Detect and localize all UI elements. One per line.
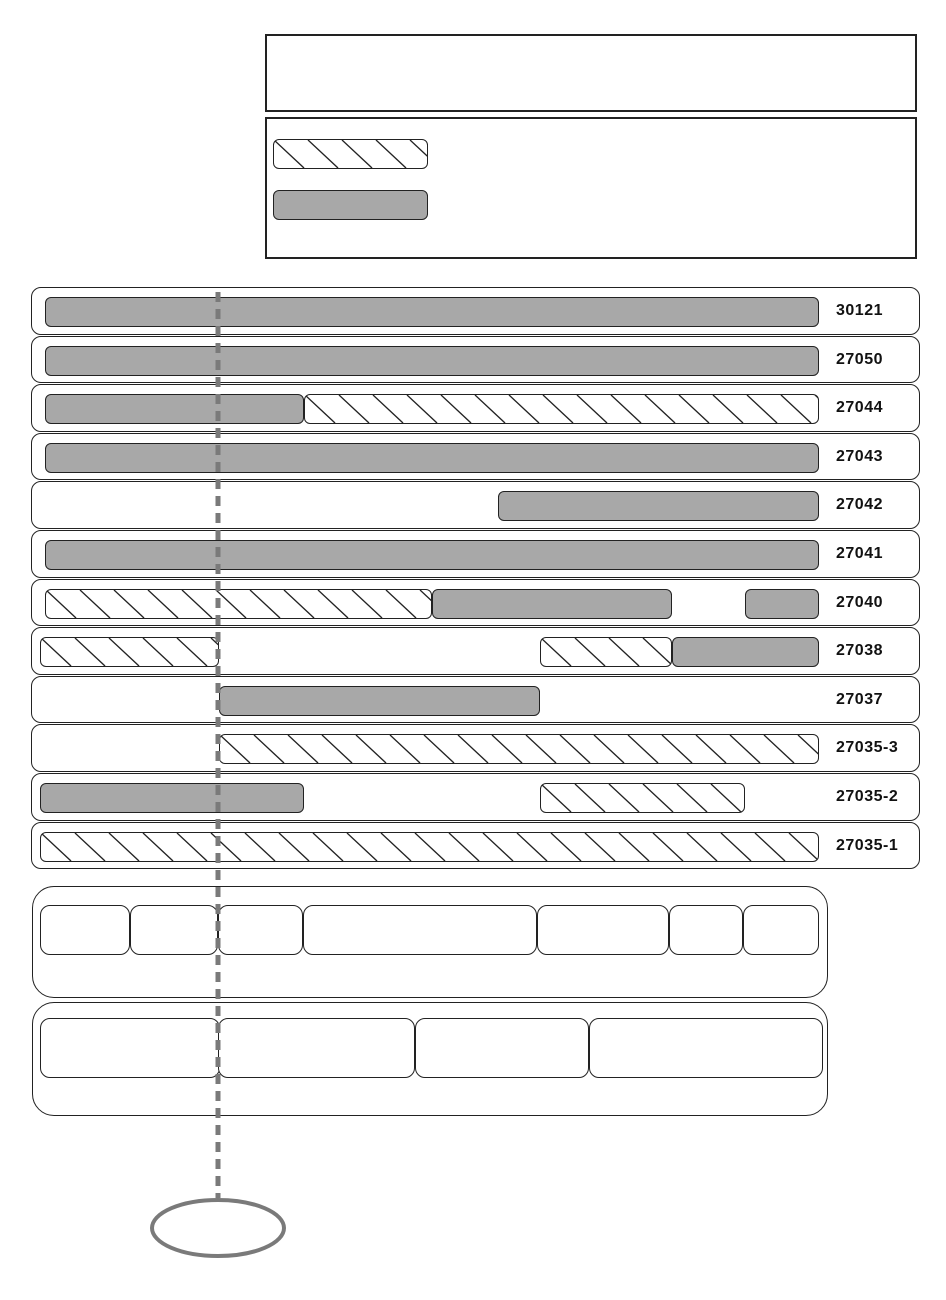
legend-title-box (265, 34, 917, 112)
timeline-row (31, 724, 920, 772)
row-label: 27040 (836, 593, 883, 611)
hatched-segment (219, 734, 819, 764)
legend-hatched-swatch (273, 139, 428, 169)
timeline-row (31, 433, 920, 481)
row-label: 27035-2 (836, 788, 899, 805)
panel-cell (743, 905, 819, 955)
panel-cell (589, 1018, 823, 1078)
legend-box (265, 117, 917, 259)
panel-cell (669, 905, 743, 955)
solid-segment (432, 589, 672, 619)
row-label: 27042 (836, 496, 883, 514)
timeline-row (31, 287, 920, 335)
hatched-segment (540, 783, 745, 813)
timeline-row (31, 676, 920, 724)
row-label: 27050 (836, 350, 883, 368)
solid-segment (45, 394, 304, 424)
bottom-panel-upper (32, 886, 828, 998)
solid-segment (45, 346, 819, 376)
timeline-row (31, 530, 920, 578)
bottom-panel-lower (32, 1002, 828, 1116)
hatched-segment (40, 832, 819, 862)
solid-segment (745, 589, 819, 619)
timeline-row (31, 579, 920, 627)
legend-solid-swatch (273, 190, 428, 220)
row-label: 27035-3 (836, 739, 899, 757)
panel-cell (537, 905, 669, 955)
row-label: 27044 (836, 399, 883, 417)
timeline-row (31, 336, 920, 384)
timeline-row (31, 627, 920, 675)
row-label: 27043 (836, 447, 883, 465)
solid-segment (498, 491, 819, 521)
solid-segment (45, 297, 819, 327)
panel-cell (40, 1018, 220, 1078)
solid-segment (45, 540, 819, 570)
panel-cell (303, 905, 537, 955)
panel-cell (40, 905, 130, 955)
row-label: 27041 (836, 545, 883, 562)
row-label: 27037 (836, 690, 883, 708)
timeline-row (31, 481, 920, 529)
hatched-segment (45, 589, 432, 619)
row-label: 27035-1 (836, 836, 899, 854)
panel-cell (415, 1018, 589, 1078)
row-label: 30121 (836, 302, 883, 319)
panel-cell (218, 1018, 415, 1078)
hatched-segment (540, 637, 672, 667)
panel-cell (130, 905, 218, 955)
solid-segment (45, 443, 819, 473)
hatched-segment (40, 637, 219, 667)
solid-segment (219, 686, 540, 716)
marker-ellipse (152, 1200, 284, 1256)
solid-segment (672, 637, 819, 667)
row-label: 27038 (836, 642, 883, 660)
hatched-segment (304, 394, 819, 424)
timeline-row (31, 822, 920, 870)
timeline-row (31, 384, 920, 432)
timeline-row (31, 773, 920, 821)
solid-segment (40, 783, 304, 813)
panel-cell (218, 905, 303, 955)
